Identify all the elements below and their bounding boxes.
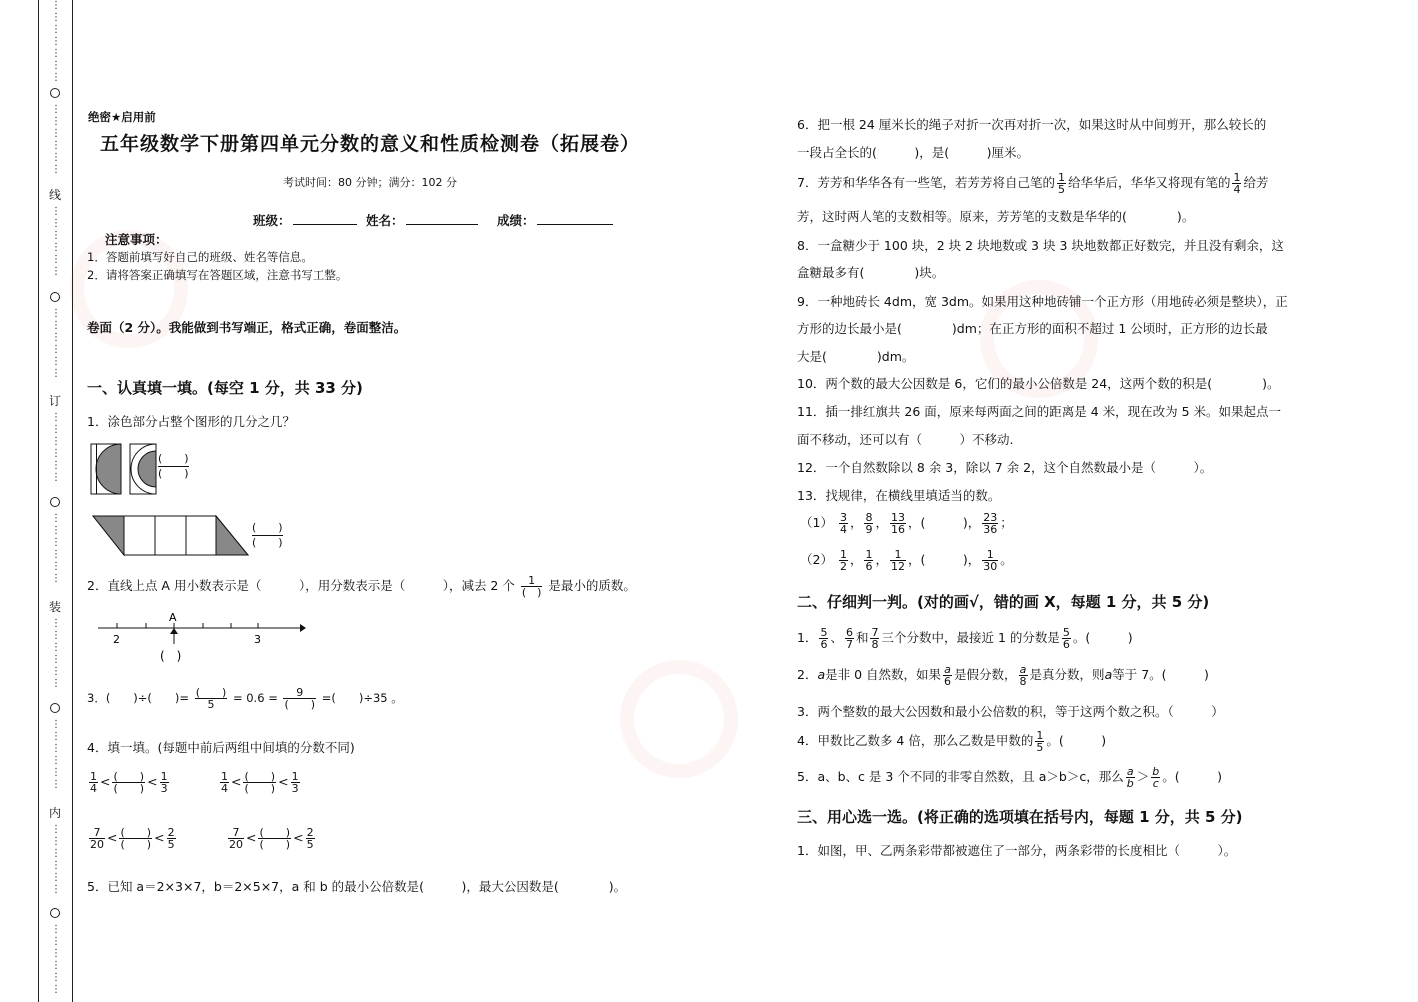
judge-fraction (1151, 766, 1160, 789)
q1-answer-1-denominator: ( ) (158, 467, 189, 480)
q7-line-2: 芳，这时两人笔的支数相等。原来，芳芳笔的支数是华华的( )。 (797, 209, 1195, 224)
q3-fraction-2[interactable] (283, 687, 316, 710)
row-label: （2） (800, 552, 833, 567)
less-than: < (147, 774, 158, 789)
numerator: 1 (291, 770, 299, 783)
binding-dots: ⋮ ⋮ ⋮ ⋮ ⋮ ⋮ (51, 924, 61, 995)
separator: ， (849, 552, 863, 567)
q2-text-b: 是最小的质数。 (548, 578, 636, 593)
q4-blank-fraction[interactable] (112, 771, 145, 794)
numerator: 1 (839, 548, 847, 561)
q12-text: 12．一个自然数除以 8 余 3，除以 7 余 2，这个自然数最小是（ ）。 (797, 460, 1213, 475)
binding-dots: ⋮ ⋮ ⋮ ⋮ ⋮ ⋮ (51, 824, 61, 895)
seq-fraction (864, 549, 873, 572)
q1-figure-divider (96, 444, 97, 494)
q4-row-2-right (226, 827, 317, 850)
judge-fraction (870, 627, 879, 650)
numerator: 1 (894, 548, 902, 561)
numerator: ( ) (244, 770, 276, 783)
q1-shaded-half-circle (96, 444, 121, 494)
binding-dots: ⋮ ⋮ ⋮ ⋮ ⋮ ⋮ (51, 412, 61, 483)
judge-fraction (1062, 627, 1071, 650)
section3-heading: 三、用心选一选。(将正确的选项填在括号内，每题 1 分，共 5 分) (797, 808, 1243, 826)
conjunction: 和 (855, 630, 869, 645)
variable-a: a (1104, 667, 1113, 682)
judge-fraction (1035, 730, 1044, 753)
q4-row-1-right (218, 771, 302, 794)
separator: ， (875, 552, 888, 567)
denominator: 5 (1036, 741, 1044, 754)
denominator: b (1126, 777, 1134, 790)
judge-number: 1． (797, 630, 818, 645)
q6-line-2: 一段占全长的( )，是( )厘米。 (797, 145, 1030, 160)
q4-row-2-left (87, 827, 178, 850)
q7-text-a: 7．芳芳和华华各有一些笔，若芳芳将自己笔的 (797, 175, 1055, 190)
binding-char-zhuang: 装 (49, 600, 62, 614)
q10-text: 10．两个数的最大公因数是 6，它们的最小公倍数是 24，这两个数的积是( )。 (797, 376, 1280, 391)
seq-fraction (890, 512, 906, 535)
denominator: 16 (890, 523, 905, 536)
judge-text: 是假分数， (954, 667, 1017, 682)
separator: ， (967, 552, 981, 567)
denominator: 12 (890, 560, 905, 573)
less-than: < (246, 830, 257, 845)
denominator: 7 (845, 638, 853, 651)
denominator: ( ) (244, 782, 276, 795)
numerator: 8 (865, 511, 873, 524)
denominator: 4 (1233, 183, 1241, 196)
binding-dots: ⋮ ⋮ ⋮ ⋮ ⋮ ⋮ (51, 719, 61, 790)
q1-shaded-triangle (216, 516, 248, 555)
numerator: 7 (232, 826, 240, 839)
q9-line-2: 方形的边长最小是( )dm；在正方形的面积不超过 1 公顷时，正方形的边长最 (797, 321, 1268, 336)
choice-1: 1．如图，甲、乙两条彩带都被遮住了一部分，两条彩带的长度相比（ ）。 (797, 843, 1237, 858)
seq-fraction (864, 512, 873, 535)
section2-heading: 二、仔细判一判。(对的画√，错的画 X，每题 1 分，共 5 分) (797, 593, 1210, 611)
q3-f2-denominator: ( ) (284, 698, 316, 711)
q4-blank-fraction[interactable] (243, 771, 276, 794)
neatness-line: 卷面（2 分）。我能做到书写端正，格式正确，卷面整洁。 (87, 320, 407, 335)
less-than: < (100, 774, 111, 789)
denominator: 4 (839, 523, 847, 536)
binding-circle (50, 703, 60, 713)
separator: 、 (830, 630, 843, 645)
q7-text-c: 给芳 (1243, 175, 1269, 190)
denominator: 3 (160, 782, 168, 795)
variable-a: a (817, 667, 826, 682)
seq-blank[interactable]: ( ) (920, 515, 968, 530)
binding-dots: ⋮ ⋮ ⋮ ⋮ ⋮ ⋮ (51, 513, 61, 584)
judge-text: 是非 0 自然数，如果 (825, 667, 942, 682)
separator: ， (875, 515, 888, 530)
q9-line-1: 9．一种地砖长 4dm，宽 3dm。如果用这种地砖铺一个正方形（用地砖必须是整块），正 (797, 294, 1288, 309)
q4-row-1-left (87, 771, 171, 794)
q9-line-3: 大是( )dm。 (797, 349, 915, 364)
q4-fraction (89, 771, 98, 794)
q1-shaded-triangle (93, 516, 124, 555)
numerator: 1 (986, 548, 994, 561)
q3-suffix: =( )÷35 。 (321, 691, 403, 705)
numerator: ( ) (259, 826, 291, 839)
numerator: 2 (167, 826, 175, 839)
judge-2 (797, 664, 1209, 687)
denominator: ( ) (120, 838, 152, 851)
judge-1 (797, 627, 1133, 650)
q4-blank-fraction[interactable] (258, 827, 291, 850)
numerator: 7 (93, 826, 101, 839)
q2-text (87, 575, 636, 598)
binding-line (72, 0, 73, 1002)
q4-text: 4．填一填。(每题中前后两组中间填的分数不同) (87, 740, 355, 755)
secret-label: 绝密★启用前 (88, 110, 156, 124)
separator: ， (849, 515, 863, 530)
judge-fraction (943, 664, 952, 687)
row-end: ； (1000, 515, 1013, 530)
q3-mid: = 0.6 = (232, 691, 278, 705)
note-item: 2．请将答案正确填写在答题区域，注意书写工整。 (87, 268, 348, 282)
seq-blank[interactable]: ( ) (920, 552, 968, 567)
q4-fraction (167, 827, 176, 850)
binding-circle (50, 88, 60, 98)
q7-fraction-1 (1057, 172, 1066, 195)
separator: ， (907, 515, 921, 530)
numerator: ( ) (113, 770, 145, 783)
judge-fraction (1019, 664, 1028, 687)
seq-fraction (839, 512, 848, 535)
judge-answer-blank[interactable]: 等于 7。( ) (1112, 667, 1209, 682)
numerator: 13 (890, 511, 905, 524)
tick-label-2: 2 (113, 633, 120, 646)
denominator: 6 (820, 638, 828, 651)
q1-answer-2-numerator: ( ) (252, 521, 283, 534)
class-field (253, 211, 357, 229)
q13-text: 13．找规律，在横线里填适当的数。 (797, 488, 1001, 503)
q7-line-1 (797, 172, 1269, 195)
binding-circle (50, 292, 60, 302)
q3-f1-denominator: 5 (195, 698, 228, 710)
q4-fraction (228, 827, 244, 850)
numerator: 23 (983, 511, 998, 524)
denominator: 6 (944, 675, 952, 688)
seq-fraction (982, 549, 998, 572)
less-than: < (107, 830, 118, 845)
judge-text: 4．甲数比乙数多 4 倍，那么乙数是甲数的 (797, 733, 1034, 748)
denominator: 6 (1062, 638, 1070, 651)
judge-text: 三个分数中，最接近 1 的分数是 (881, 630, 1060, 645)
exam-info: 考试时间：80 分钟；满分：102 分 (283, 176, 457, 189)
name-field (366, 211, 478, 229)
binding-circle (50, 908, 60, 918)
numerator: ( ) (120, 826, 152, 839)
judge-text: 5．a、b、c 是 3 个不同的非零自然数，且 a＞b＞c，那么 (797, 769, 1124, 784)
row-label: （1） (800, 515, 833, 530)
numerator: 6 (845, 626, 853, 639)
binding-dots: ⋮ ⋮ ⋮ ⋮ ⋮ ⋮ (51, 618, 61, 689)
separator: ， (967, 515, 981, 530)
q1-answer-2-denominator: ( ) (252, 536, 283, 549)
q11-line-1: 11．插一排红旗共 26 面，原来每两面之间的距离是 4 米，现在改为 5 米。如果起点一 (797, 404, 1282, 419)
row-end: 。 (1000, 552, 1013, 567)
q3-prefix: 3．( )÷( )= (87, 691, 190, 705)
class-blank[interactable] (293, 212, 357, 225)
watermark-ring (620, 660, 738, 778)
less-than: < (293, 830, 304, 845)
q4-fraction (160, 771, 169, 794)
numerator: 1 (1057, 171, 1065, 184)
q2-fraction (521, 575, 543, 598)
score-blank[interactable] (537, 212, 613, 225)
judge-4 (797, 730, 1106, 753)
point-a-answer-blank: ( ) (160, 649, 182, 663)
binding-circle (50, 497, 60, 507)
q8-line-1: 8．一盒糖少于 100 块，2 块 2 块地数或 3 块 3 块地数都正好数完，并且没有剩余，这 (797, 238, 1284, 253)
seq-fraction (839, 549, 848, 572)
tick-label-3: 3 (254, 633, 261, 646)
seq-fraction (982, 512, 998, 535)
score-field (497, 211, 613, 229)
q13-row-1 (800, 512, 1013, 535)
q1-answer-2[interactable] (252, 521, 283, 550)
point-a-label: A (169, 611, 177, 624)
q1-figure-parallelogram (92, 515, 252, 557)
judge-number: 2． (797, 667, 818, 682)
binding-dots: ⋮ ⋮ ⋮ ⋮ ⋮ ⋮ (51, 104, 61, 175)
q4-blank-fraction[interactable] (119, 827, 152, 850)
q1-text: 1．涂色部分占整个图形的几分之几？ (87, 414, 295, 429)
note-item: 1．答题前填写好自己的班级、姓名等信息。 (87, 250, 313, 264)
denominator: 5 (167, 838, 175, 851)
numerator: 1 (90, 770, 97, 783)
denominator: 8 (871, 638, 879, 651)
numerator: a (1019, 663, 1027, 676)
denominator: c (1152, 777, 1159, 790)
judge-fraction (1126, 766, 1135, 789)
q11-line-2: 面不移动，还可以有（ ）不移动. (797, 432, 1014, 447)
binding-edge-line (38, 0, 39, 1002)
numerator: a (944, 663, 951, 676)
judge-5 (797, 766, 1222, 789)
q1-shaded-half-circle (138, 451, 156, 487)
judge-answer-blank[interactable]: 。( ) (1162, 769, 1222, 784)
judge-text: 是真分数，则 (1029, 667, 1105, 682)
name-label: 姓名： (366, 213, 404, 228)
denominator: 30 (983, 560, 998, 573)
q2-fraction-numerator: 1 (528, 574, 536, 587)
page-title: 五年级数学下册第四单元分数的意义和性质检测卷（拓展卷） (100, 133, 641, 155)
q2-text-a: 2．直线上点 A 用小数表示是（ ），用分数表示是（ ），减去 2 个 (87, 578, 515, 593)
q6-line-1: 6．把一根 24 厘米长的绳子对折一次再对折一次，如果这时从中间剪开，那么较长的 (797, 117, 1267, 132)
denominator: 8 (1019, 675, 1027, 688)
judge-answer-blank[interactable]: 。( ) (1072, 630, 1133, 645)
number-line-arrow (300, 624, 306, 632)
numerator: a (1126, 765, 1134, 778)
denominator: 20 (229, 838, 243, 851)
binding-dots: ⋮ ⋮ ⋮ ⋮ ⋮ ⋮ (51, 308, 61, 379)
denominator: ( ) (113, 782, 145, 795)
less-than: < (231, 774, 242, 789)
denominator: 5 (306, 838, 314, 851)
denominator: 9 (865, 523, 873, 536)
numerator: 1 (221, 770, 228, 783)
judge-3: 3．两个整数的最大公因数和最小公倍数的积，等于这两个数之积。（ ） (797, 704, 1224, 719)
q7-text-b: 给华华后，华华又将现有笔的 (1067, 175, 1231, 190)
numerator: b (1152, 765, 1160, 778)
denominator: 3 (291, 782, 299, 795)
numerator: 2 (306, 826, 314, 839)
q3-f1-numerator: ( ) (195, 686, 227, 699)
notes-heading: 注意事项： (105, 232, 168, 247)
q3-text (87, 687, 403, 710)
q1-answer-1[interactable] (158, 452, 189, 481)
q5-text: 5．已知 a＝2×3×7，b＝2×5×7，a 和 b 的最小公倍数是( )，最大公因数是( )。 (87, 879, 627, 894)
denominator: 5 (1057, 183, 1065, 196)
numerator: 7 (871, 626, 879, 639)
numerator: 1 (865, 548, 873, 561)
binding-char-ding: 订 (49, 394, 62, 408)
denominator: 4 (221, 782, 228, 795)
denominator: 2 (839, 560, 847, 573)
binding-dots: ⋮ ⋮ ⋮ ⋮ ⋮ ⋮ (51, 206, 61, 277)
denominator: 20 (90, 838, 104, 851)
separator: ， (907, 552, 921, 567)
greater-than: ＞ (1136, 769, 1150, 784)
numerator: 1 (1233, 171, 1241, 184)
q2-number-line (96, 610, 306, 665)
denominator: 6 (865, 560, 873, 573)
numerator: 3 (839, 511, 847, 524)
binding-char-nei: 内 (49, 806, 62, 820)
q1-answer-1-numerator: ( ) (158, 452, 189, 465)
less-than: < (278, 774, 289, 789)
seq-fraction (890, 549, 906, 572)
numerator: 1 (160, 770, 168, 783)
q4-fraction (220, 771, 229, 794)
q3-f2-numerator: 9 (296, 686, 304, 699)
judge-answer-blank[interactable]: 。( ) (1046, 733, 1107, 748)
q4-fraction (306, 827, 315, 850)
name-blank[interactable] (406, 212, 478, 225)
point-a-arrow-head (170, 628, 178, 634)
score-label: 成绩： (497, 213, 535, 228)
numerator: 1 (1036, 729, 1044, 742)
less-than: < (154, 830, 165, 845)
q8-line-2: 盒糖最多有( )块。 (797, 265, 945, 280)
binding-dots: ⋮ ⋮ ⋮ ⋮ ⋮ ⋮ ⋮ (51, 0, 61, 83)
judge-fraction (845, 627, 854, 650)
denominator: ( ) (259, 838, 291, 851)
numerator: 5 (1062, 626, 1070, 639)
denominator: 36 (983, 523, 998, 536)
judge-fraction (819, 627, 828, 650)
section1-heading: 一、认真填一填。(每空 1 分，共 33 分) (87, 379, 363, 397)
q13-row-2 (800, 549, 1013, 572)
q2-fraction-denominator: ( ) (521, 586, 542, 599)
numerator: 5 (820, 626, 828, 639)
q4-fraction (291, 771, 300, 794)
q7-fraction-2 (1232, 172, 1241, 195)
binding-char-xian: 线 (49, 188, 62, 202)
q3-fraction-1[interactable] (195, 687, 228, 710)
class-label: 班级： (253, 213, 291, 228)
q4-fraction (89, 827, 105, 850)
denominator: 4 (90, 782, 97, 795)
